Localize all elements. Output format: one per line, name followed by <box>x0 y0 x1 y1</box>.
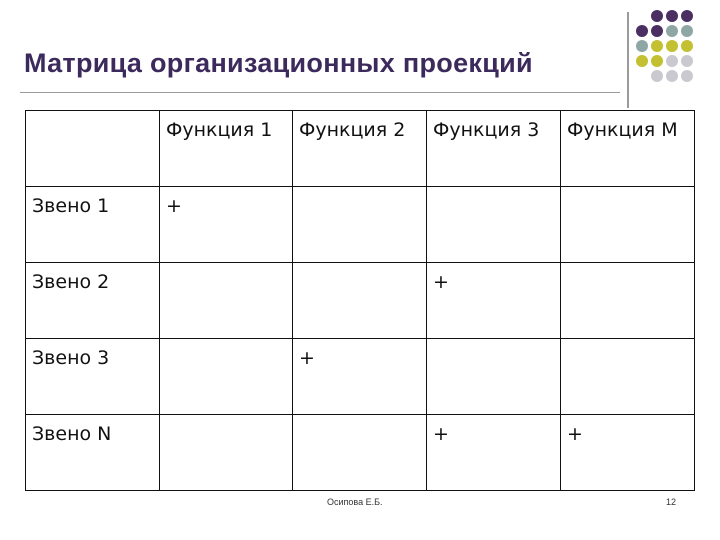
matrix-cell <box>427 339 561 415</box>
matrix-header-row <box>26 111 695 187</box>
decorative-dot <box>636 40 648 52</box>
matrix-row-link-3 <box>26 339 695 415</box>
decorative-dot <box>636 55 648 67</box>
row-label: Звено 1 <box>26 187 160 263</box>
header-function-m: Функция М <box>561 111 695 187</box>
matrix-cell <box>293 263 427 339</box>
header-function-1: Функция 1 <box>160 111 293 187</box>
matrix-row-link-1 <box>26 187 695 263</box>
decorative-dot <box>636 25 648 37</box>
organization-projection-matrix <box>25 110 695 491</box>
decorative-dot <box>681 70 693 82</box>
decorative-dot <box>666 10 678 22</box>
matrix-corner-cell <box>26 111 160 187</box>
page-number: 12 <box>666 497 677 507</box>
vertical-divider <box>627 12 629 108</box>
matrix-cell <box>561 263 695 339</box>
decorative-dot <box>681 55 693 67</box>
decorative-dot <box>651 40 663 52</box>
matrix-cell: + <box>160 187 293 263</box>
row-label: Звено 3 <box>26 339 160 415</box>
row-label: Звено N <box>26 415 160 491</box>
decorative-dot <box>651 55 663 67</box>
decorative-dot <box>651 70 663 82</box>
header-function-2: Функция 2 <box>293 111 427 187</box>
matrix-cell: + <box>427 415 561 491</box>
footer-author: Осипова Е.Б. <box>327 497 383 507</box>
matrix-cell <box>561 187 695 263</box>
decorative-dot <box>681 25 693 37</box>
matrix-cell <box>293 415 427 491</box>
decorative-dot <box>666 55 678 67</box>
decorative-dot <box>666 40 678 52</box>
row-label: Звено 2 <box>26 263 160 339</box>
decorative-dot <box>681 10 693 22</box>
matrix-cell: + <box>293 339 427 415</box>
matrix-cell <box>561 339 695 415</box>
decorative-dot <box>666 70 678 82</box>
matrix-cell <box>160 263 293 339</box>
matrix-cell <box>427 187 561 263</box>
decorative-dot <box>651 25 663 37</box>
slide-title: Матрица организационных проекций <box>24 48 533 78</box>
horizontal-divider <box>20 92 620 93</box>
decorative-dot <box>651 10 663 22</box>
header-function-3: Функция 3 <box>427 111 561 187</box>
matrix-cell <box>160 415 293 491</box>
matrix-row-link-2 <box>26 263 695 339</box>
matrix-cell <box>160 339 293 415</box>
matrix-row-link-n <box>26 415 695 491</box>
decorative-dot <box>681 40 693 52</box>
matrix-cell <box>293 187 427 263</box>
matrix-cell: + <box>561 415 695 491</box>
matrix-cell: + <box>427 263 561 339</box>
decorative-dot <box>666 25 678 37</box>
